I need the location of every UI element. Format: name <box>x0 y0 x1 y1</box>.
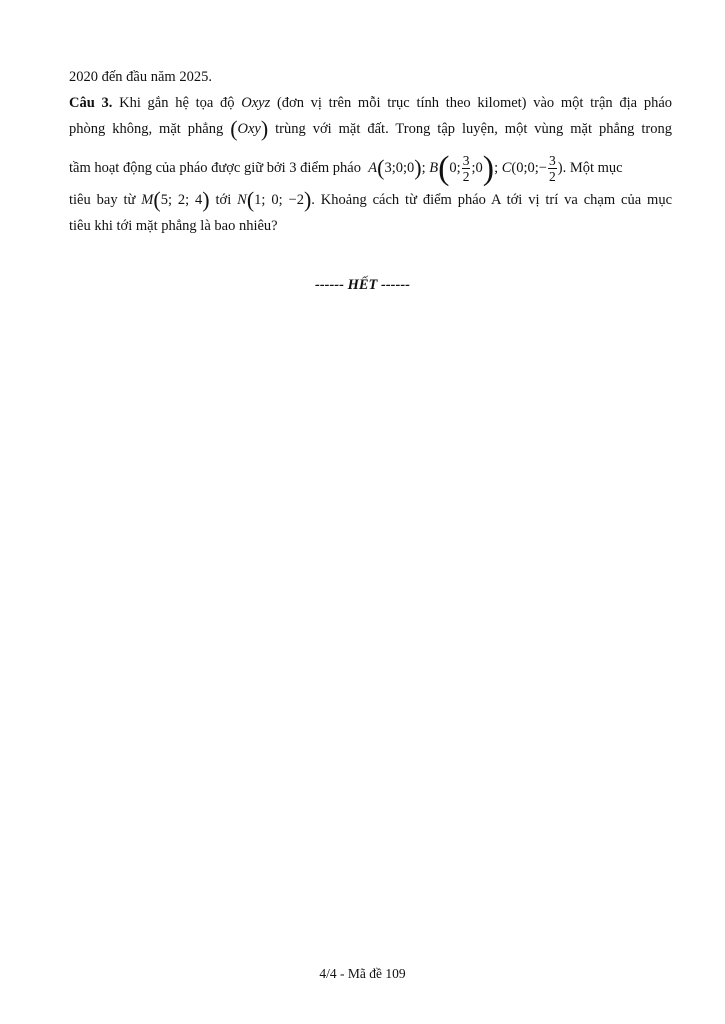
q3-text-2b: trùng với mặt đất. Trong tập luyện, một vùng mặt phẳng trong <box>275 121 672 137</box>
q3-text-4b: . Khoảng cách từ điểm pháo A tới vị trí va chạm của mục <box>311 192 673 208</box>
point-m: M(5; 2; 4) <box>141 187 210 212</box>
point-c-fraction <box>548 153 557 184</box>
point-c <box>501 153 563 184</box>
point-b-name: B <box>429 159 439 176</box>
point-b-denominator: 2 <box>462 169 470 184</box>
coordinate-system: Oxyz <box>241 95 271 111</box>
page-footer: 4/4 - Mã đề 109 <box>319 966 406 981</box>
point-n: N(1; 0; −2). Khoảng cách từ điểm pháo A tới vị trí va chạm của mục <box>237 187 673 212</box>
question-3-line-4 <box>69 187 673 212</box>
q3-text-2a: phòng không, mặt phẳng <box>69 121 224 137</box>
point-b: B(0; $\frac{3}{2}$ ;0) <box>429 149 495 187</box>
question-3-line-2 <box>69 116 672 141</box>
point-c-pre: (0;0;− <box>511 159 547 176</box>
point-m-coords: 5; 2; 4 <box>160 192 203 208</box>
previous-question-tail: 2020 đến đầu năm 2025. <box>69 69 212 85</box>
plane-oxy-label: Oxy <box>237 121 261 137</box>
point-b-post: ;0 <box>471 159 483 176</box>
point-a-coords: 3;0;0 <box>384 159 415 176</box>
point-m-name: M <box>141 192 154 208</box>
q3-text-3b: . Một mục <box>562 159 623 176</box>
question-label: Câu 3. <box>69 95 113 111</box>
q3-text-3a: tầm hoạt động của pháo được giữ bởi 3 điểm pháo <box>69 159 361 176</box>
point-b-fraction <box>462 153 471 184</box>
q3-text-1b: (đơn vị trên mỗi trục tính theo kilomet) vào một trận địa pháo <box>276 95 673 111</box>
point-c-numerator: 3 <box>548 153 556 168</box>
point-c-name: C <box>501 159 512 176</box>
point-b-pre: 0; <box>449 159 461 176</box>
point-a-name: A <box>368 159 378 176</box>
question-3-line-3: tầm hoạt động của pháo được giữ bởi 3 điểm pháo A(3;0;0); B(0; $\frac{3}{2}$ ;0); C(0;0;− $\frac{3}{2}$ ). Một mục <box>69 149 623 187</box>
q3-text-4mid: tới <box>215 192 232 208</box>
point-c-denominator: 2 <box>548 169 556 184</box>
point-c-post: ) <box>557 159 563 176</box>
point-a: A(3;0;0) <box>368 154 422 180</box>
question-3-line-5: tiêu khi tới mặt phẳng là bao nhiêu? <box>69 218 278 234</box>
plane-oxy: (Oxy) <box>230 116 269 141</box>
point-n-name: N <box>237 192 247 208</box>
q3-text-4a: tiêu bay từ <box>69 192 136 208</box>
point-b-numerator: 3 <box>462 153 470 168</box>
point-n-coords: 1; 0; −2 <box>254 192 304 208</box>
end-of-exam-mark: ------ HẾT ------ <box>314 277 410 293</box>
q3-text-1a: Khi gắn hệ tọa độ <box>119 95 235 111</box>
question-3-line-1 <box>69 94 672 112</box>
